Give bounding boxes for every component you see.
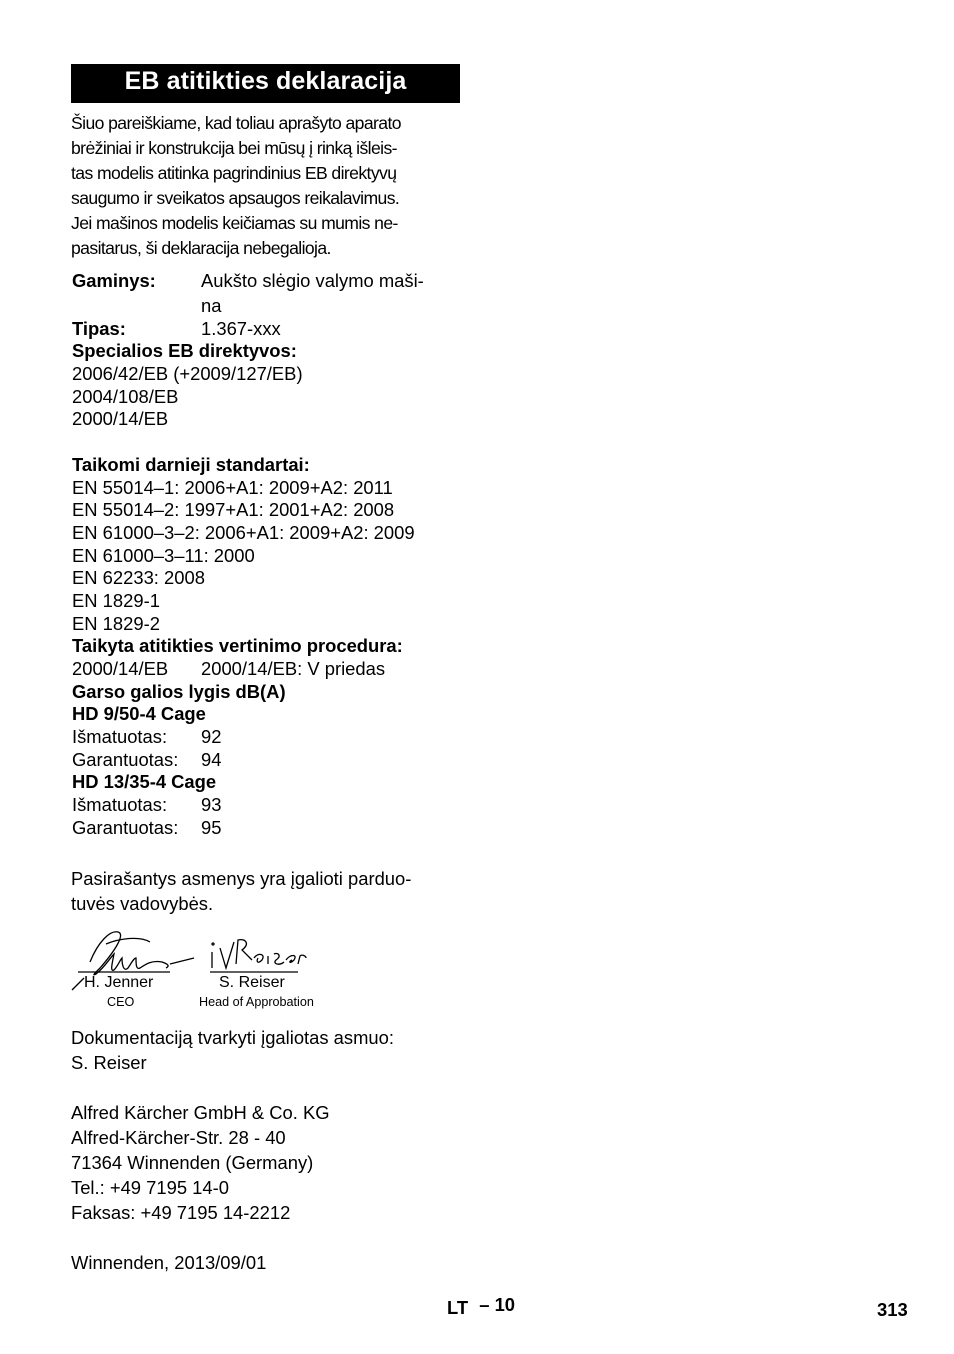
footer-section: – 10 [479,1294,516,1315]
directive-item: 2006/42/EB (+2009/127/EB) [72,363,303,385]
model-name: HD 13/35-4 Cage [72,771,217,793]
guaranteed-value: 94 [201,748,222,770]
type-value: 1.367-xxx [201,317,281,339]
guaranteed-row [72,817,415,840]
documentation-person: S. Reiser [71,1052,147,1073]
declaration-details [72,270,424,840]
footer-language-section [447,1294,516,1319]
product-row-cont [72,293,415,318]
measured-label: Išmatuotas: [72,794,168,816]
intro-line: Šiuo pareiškiame, kad toliau aprašyto aparato [71,113,401,133]
guaranteed-label: Garantuotas: [72,816,179,838]
address-line: 71364 Winnenden (Germany) [71,1152,314,1173]
place-date: Winnenden, 2013/09/01 [71,1252,267,1273]
measured-row [72,794,415,817]
standard-item: EN 1829-2 [72,612,160,634]
standard-item: EN 61000–3–2: 2006+A1: 2009+A2: 2009 [72,521,415,543]
company-address [71,1100,330,1225]
measured-label: Išmatuotas: [72,726,168,748]
reiser-signature [210,940,306,972]
directives-heading: Specialios EB direktyvos: [72,340,297,362]
signatories-text [71,866,463,916]
procedure-annex: 2000/14/EB: V priedas [201,658,386,679]
intro-paragraph [71,111,463,261]
intro-line: Jei mašinos modelis keičiamas su mumis ne- [71,213,398,233]
page-title-bar [71,64,460,103]
spacer [72,431,415,454]
standard-item: EN 61000–3–11: 2000 [72,544,255,566]
signatory-name: H. Jenner [84,974,154,991]
footer-language: LT [447,1297,469,1318]
procedure-row [72,658,415,681]
intro-line: saugumo ir sveikatos apsaugos reikalavimus. [71,188,400,208]
signatories-line: Pasirašantys asmenys yra įgalioti parduo- [71,868,412,889]
signatories-line: tuvės vadovybės. [71,893,214,914]
guaranteed-row [72,749,415,772]
standard-item: EN 62233: 2008 [72,567,205,589]
procedure-directive: 2000/14/EB [72,658,169,679]
product-value-cont: na [201,294,222,316]
signatory-name: S. Reiser [219,974,285,991]
procedure-heading: Taikyta atitikties vertinimo procedura: [72,635,403,657]
intro-line: pasitarus, ši deklaracija nebegalioja. [71,238,331,258]
type-row [72,318,415,341]
product-value: Aukšto slėgio valymo maši- [201,270,424,291]
documentation-responsible [71,1025,394,1075]
page-number: 313 [877,1299,908,1320]
standard-item: EN 1829-1 [72,589,160,611]
page-title: EB atitikties deklaracija [124,67,407,95]
intro-line: tas modelis atitinka pagrindinius EB direktyvų [71,163,397,183]
signatory-role: Head of Approbation [199,995,314,1009]
standards-heading: Taikomi darnieji standartai: [72,453,310,475]
intro-line: brėžiniai ir konstrukcija bei mūsų į rinką išleis- [71,138,397,158]
address-line: Alfred-Kärcher-Str. 28 - 40 [71,1127,286,1148]
address-line: Faksas: +49 7195 14-2212 [71,1202,291,1223]
measured-value: 93 [201,794,222,816]
standard-item: EN 55014–1: 2006+A1: 2009+A2: 2011 [72,476,393,498]
documentation-label: Dokumentaciją tvarkyti įgaliotas asmuo: [71,1027,394,1048]
measured-row [72,726,415,749]
guaranteed-label: Garantuotas: [72,748,179,770]
product-label: Gaminys: [72,270,156,291]
directive-item: 2004/108/EB [72,385,179,407]
product-row [72,270,424,293]
address-line: Alfred Kärcher GmbH & Co. KG [71,1102,330,1123]
standard-item: EN 55014–2: 1997+A1: 2001+A2: 2008 [72,499,395,521]
address-line: Tel.: +49 7195 14-0 [71,1177,229,1198]
directive-item: 2000/14/EB [72,408,169,430]
signatory-role: CEO [107,995,135,1009]
sound-heading: Garso galios lygis dB(A) [72,680,286,702]
model-name: HD 9/50-4 Cage [72,703,206,725]
type-label: Tipas: [72,317,126,339]
guaranteed-value: 95 [201,816,222,838]
measured-value: 92 [201,726,222,748]
